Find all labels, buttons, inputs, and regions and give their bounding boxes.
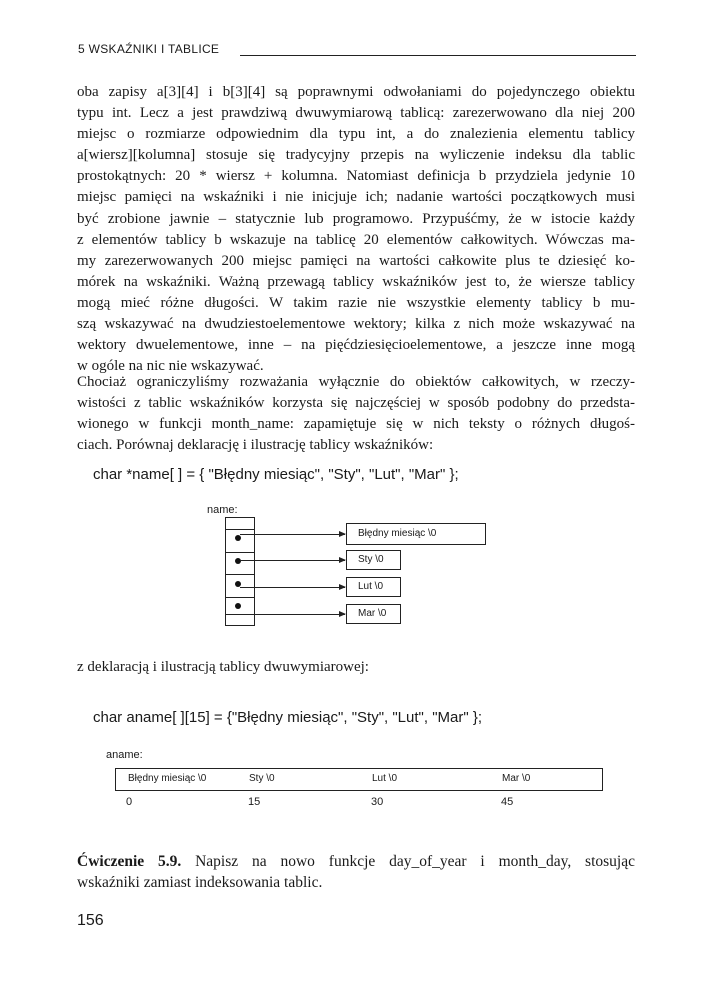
- text-line: wistości z tablic wskaźników korzysta się najczęściej w sposób podobny do przedsta-: [77, 395, 635, 412]
- cell-divider: [226, 574, 254, 575]
- pointer-arrow: [240, 587, 345, 588]
- running-head: 5 WSKAŹNIKI I TABLICE: [78, 42, 220, 56]
- code-two-dim-declaration: char aname[ ][15] = {"Błędny miesiąc", "Sty", "Lut", "Mar" };: [93, 709, 483, 726]
- text-line: mogą mieć różne długości. W takim razie nie wszystkie elementy tablicy b mu-: [77, 294, 635, 311]
- pointer-arrow: [240, 534, 345, 535]
- text-line: miejsc o rozmiarze odpowiednim dla typu int, a do znalezienia elementu tablicy: [77, 126, 635, 143]
- text-line: my zarezerwowanych 200 miejsc pamięci na wartości całkowite plus te dziesięć ko-: [77, 252, 635, 269]
- array-cell-mar: Mar \0: [502, 773, 531, 784]
- code-pointer-array-declaration: char *name[ ] = { "Błędny miesiąc", "Sty", "Lut", "Mar" };: [93, 466, 459, 483]
- string-box-bledny-miesiac: Błędny miesiąc \0: [346, 523, 486, 545]
- two-dim-array-strip: [115, 768, 603, 791]
- exercise-line: [77, 872, 635, 893]
- text-line: w ogóle na nic nie wskazywać.: [77, 358, 264, 375]
- string-box-mar: Mar \0: [346, 604, 401, 624]
- text-line: oba zapisy a[3][4] i b[3][4] są poprawnymi odwołaniami do pojedynczego obiektu: [77, 84, 635, 100]
- array-cell-sty: Sty \0: [249, 773, 275, 784]
- paragraph-two-dim-intro: [77, 657, 635, 678]
- text-line: prostokątnych: 20 * wiersz + kolumna. Natomiast definicja b przydziela jedynie 10: [77, 168, 635, 185]
- string-box-sty: Sty \0: [346, 550, 401, 570]
- exercise-line: [77, 851, 635, 872]
- cell-divider: [226, 552, 254, 553]
- diagram-name-label: name:: [207, 504, 238, 516]
- exercise-text: Napisz na nowo funkcje day_of_year i month_day, stosując: [195, 853, 635, 870]
- paragraph-pointer-arrays-usage: [77, 372, 635, 456]
- offset-label: 45: [501, 796, 514, 808]
- header-rule: [240, 55, 636, 56]
- cell-divider: [226, 529, 254, 530]
- exercise-text-continued: wskaźniki zamiast indeksowania tablic.: [77, 874, 323, 892]
- pointer-dot: [235, 535, 241, 541]
- text-line: Chociaż ograniczyliśmy rozważania wyłącznie do obiektów całkowitych, w rzeczy-: [77, 374, 635, 390]
- text-line: a[wiersz][kolumna] stosuje się tradycyjny przepis na wyliczenie indeksu dla tablic: [77, 147, 635, 164]
- text-line: być zrobione jawnie – statycznie lub programowo. Przypuśćmy, że w istocie każdy: [77, 210, 635, 227]
- array-cell-lut: Lut \0: [372, 773, 398, 784]
- text-line: miejsc pamięci na wskaźniki i nie inicjuje ich; nadanie wartości początkowych musi: [77, 189, 635, 206]
- array-cell-bledny-miesiac: Błędny miesiąc \0: [128, 773, 207, 784]
- pointer-dot: [235, 603, 241, 609]
- offset-label: 30: [371, 796, 384, 808]
- text-line: typu int. Lecz a jest prawdziwą dwuwymiarową tablicą: zarezerwowano dla niej 200: [77, 105, 635, 122]
- string-box-lut: Lut \0: [346, 577, 401, 597]
- pointer-arrow: [240, 560, 345, 561]
- pointer-dot: [235, 558, 241, 564]
- text-line: ciach. Porównaj deklarację i ilustrację tablicy wskaźników:: [77, 437, 434, 454]
- text-line: mórek na wskaźniki. Ważną przewagą tablicy wskaźników jest to, że wiersze tablicy: [77, 273, 635, 290]
- exercise-5-9: [77, 851, 635, 893]
- cell-divider: [226, 597, 254, 598]
- page-number: 156: [77, 912, 104, 929]
- offset-label: 15: [248, 796, 261, 808]
- text-line: z deklaracją i ilustracją tablicy dwuwymiarowej:: [77, 659, 369, 675]
- text-line: wektory dwuelementowe, inne – na pięćdziesięcioelementowe, a jeszcze inne mogą: [77, 337, 635, 354]
- offset-label: 0: [126, 796, 133, 808]
- text-line: wionego w funkcji month_name: zapamiętuje się w nich teksty o różnych długoś-: [77, 416, 635, 433]
- exercise-title: Ćwiczenie 5.9.: [77, 853, 182, 870]
- text-line: z elementów tablicy b wskazuje na tablicę 20 elementów całkowitych. Wówczas ma-: [77, 231, 635, 248]
- diagram-aname-label: aname:: [106, 749, 143, 761]
- pointer-arrow: [240, 614, 345, 615]
- paragraph-arrays-vs-pointers: [77, 82, 635, 377]
- text-line: szą wskazywać na dwudziestoelementowe wektory; kilka z nich może wskazywać na: [77, 316, 635, 333]
